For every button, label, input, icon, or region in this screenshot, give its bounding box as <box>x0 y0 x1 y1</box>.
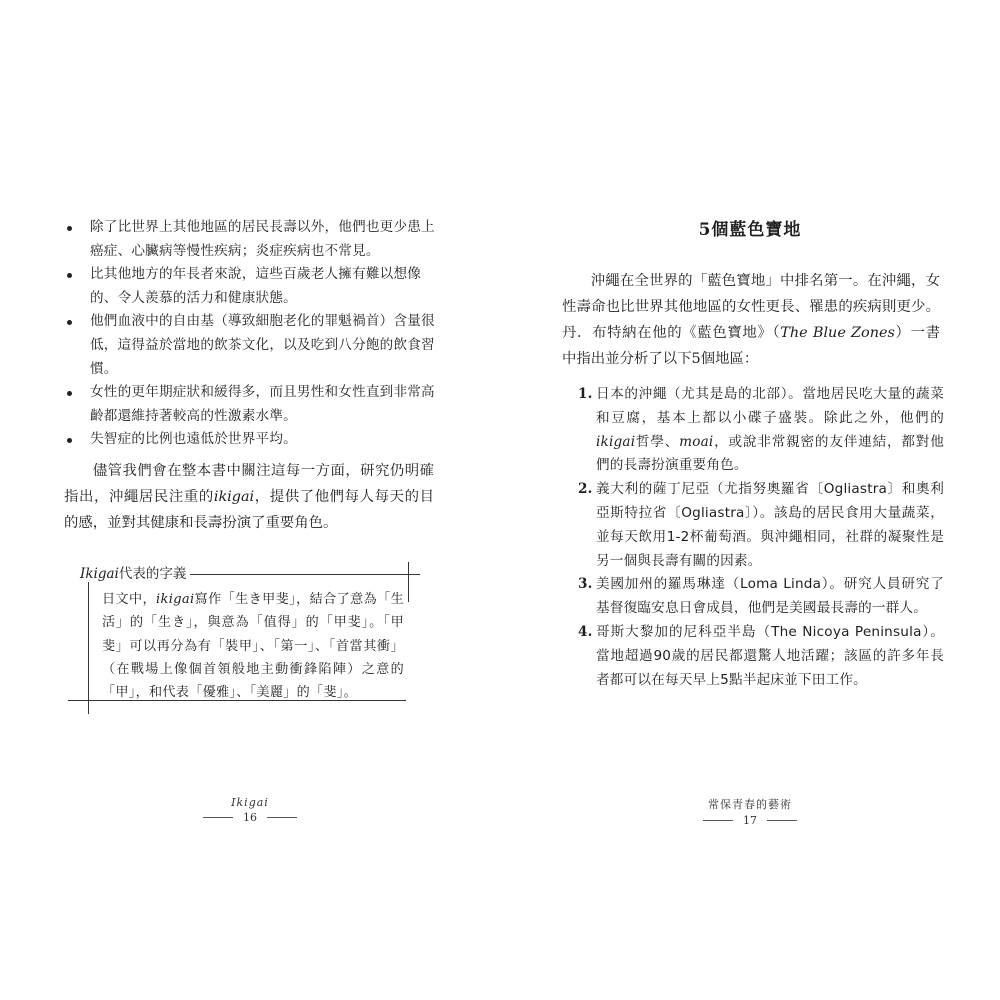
book-title: The Blue Zones <box>780 325 895 341</box>
box-text: 日文中，ikigai寫作「生き甲斐」，結合了意為「生活」的「生き」，與意為「值得」的「甲斐」。「甲斐」可以再分為有「裝甲」、「第一」、「首當其衝」（在戰場上像個首領般地主動衝鋒陷陣）之意的「甲」，和代表「優雅」、「美麗」的「斐」。 <box>102 592 405 701</box>
body-paragraph: 儘管我們會在整本書中關注這每一方面，研究仍明確指出，沖繩居民注重的ikigai，提供了他們每人每天的目的感，並對其健康和長壽扮演了重要角色。 <box>64 463 434 531</box>
list-item: 3. 美國加州的羅馬琳達（Loma Linda）。研究人員研究了基督復臨安息日會成員，他們是美國最長壽的一群人。 <box>580 573 944 621</box>
footer-rule <box>267 817 297 818</box>
list-item: 除了比世界上其他地區的居民長壽以外，他們也更少患上癌症、心臟病等慢性疾病；炎症疾病也不常見。 <box>62 216 442 263</box>
box-right-rule <box>408 562 409 602</box>
bullet-icon <box>67 273 72 278</box>
list-item: 失智症的比例也遠低於世界平均。 <box>62 428 442 452</box>
footer-rule <box>767 820 797 821</box>
bullet-icon <box>67 320 72 325</box>
term-ikigai: ikigai <box>156 592 195 607</box>
item-number: 2. <box>578 481 593 498</box>
page-footer <box>150 796 350 824</box>
section-heading: 5個藍色寶地 <box>698 220 802 240</box>
page-footer <box>650 796 850 827</box>
right-page <box>500 0 1000 1000</box>
bullet-icon <box>67 391 72 396</box>
body-paragraph: 沖繩在全世界的「藍色寶地」中排名第一。在沖繩，女性壽命也比世界其他地區的女性更長、罹患的疾病則更少。丹．布特納在他的《藍色寶地》（The Blue Zones）一書中指出並分析了以下5個地區： <box>562 273 940 367</box>
item-number: 4. <box>578 623 593 640</box>
list-item: 4. 哥斯大黎加的尼科亞半島（The Nicoya Peninsula）。當地超過90歲的居民都還驚人地活躍；該區的許多年長者都可以在每天早上5點半起床並下田工作。 <box>580 621 944 692</box>
bullet-icon <box>67 438 72 443</box>
numbered-list <box>580 383 944 692</box>
page-number: 16 <box>243 811 257 824</box>
footer-rule <box>203 817 233 818</box>
list-item: 他們血液中的自由基（導致細胞老化的罪魁禍首）含量很低，這得益於當地的飲茶文化，以及吃到八分飽的飲食習慣。 <box>62 310 442 381</box>
footer-rule <box>703 820 733 821</box>
list-item: 2. 義大利的薩丁尼亞（尤指努奧羅省〔Ogliastra〕和奧利亞斯特拉省〔Ogliastra〕）。該島的居民食用大量蔬菜，並每天飲用1-2杯葡萄酒。與沖繩相同，社群的凝聚性是另一個與長壽有關的因素。 <box>580 478 944 573</box>
running-head: 常保青春的藝術 <box>708 798 792 811</box>
box-left-rule <box>88 574 89 714</box>
bullet-list <box>62 216 442 452</box>
running-head: Ikigai <box>231 796 269 809</box>
bullet-icon <box>67 226 72 231</box>
item-number: 3. <box>578 576 593 593</box>
list-item: 女性的更年期症狀和緩得多，而且男性和女性直到非常高齡都還維持著較高的性激素水準。 <box>62 381 442 428</box>
item-number: 1. <box>578 386 593 402</box>
box-title: Ikigai代表的字義 <box>80 562 190 582</box>
list-item: 比其他地方的年長者來說，這些百歲老人擁有難以想像的、令人羨慕的活力和健康狀態。 <box>62 263 442 310</box>
term-ikigai: ikigai <box>213 489 255 505</box>
list-item: 1. 日本的沖繩（尤其是島的北部）。當地居民吃大量的蔬菜和豆腐，基本上都以小碟子盛裝。除此之外，他們的ikigai哲學、moai，或說非常親密的友伴連結，都對他們的長壽扮演重要角色。 <box>580 383 944 478</box>
page-number: 17 <box>743 814 757 827</box>
